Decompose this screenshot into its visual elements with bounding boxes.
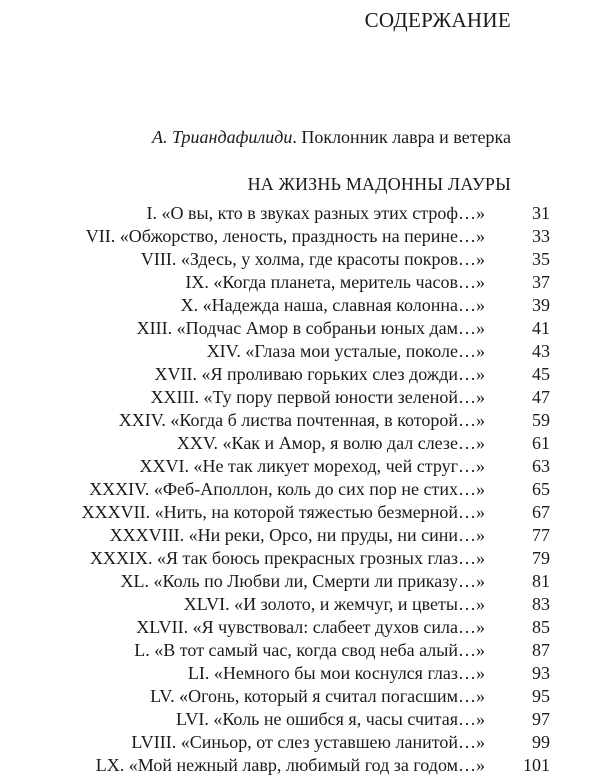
toc-entry-title: XIII. «Подчас Амор в собраньи юных дам…»: [136, 318, 485, 338]
toc-entry-title: XXXIV. «Феб-Аполлон, коль до сих пор не стих…»: [89, 479, 485, 499]
toc-entry-page: 31: [532, 203, 550, 223]
toc-entry-title: LI. «Немного бы мои коснулся глаз…»: [187, 663, 485, 683]
toc-entry-page: 97: [532, 709, 550, 729]
intro-entry: [152, 127, 511, 148]
intro-author: А. Триандафилиди: [152, 127, 293, 147]
toc-entry: [40, 754, 550, 777]
toc-entry-title: LVI. «Коль не ошибся я, часы считая…»: [175, 709, 485, 729]
toc-entry-page: 47: [532, 387, 550, 407]
toc-entry: [40, 248, 550, 271]
section-title: НА ЖИЗНЬ МАДОННЫ ЛАУРЫ: [247, 174, 511, 194]
toc-entry: [40, 455, 550, 478]
intro-title: . Поклонник лавра и ветерка: [292, 127, 511, 147]
toc-entry: [40, 547, 550, 570]
toc-entry-page: 67: [532, 502, 550, 522]
toc-entry-page: 77: [532, 525, 550, 545]
toc-entry-page: 83: [532, 594, 550, 614]
toc-entry-title: XXXVII. «Нить, на которой тяжестью безмерной…»: [81, 502, 485, 522]
toc-entry: [40, 616, 550, 639]
toc-entry-page: 85: [532, 617, 550, 637]
toc-entry-title: XXXIX. «Я так боюсь прекрасных грозных глаз…»: [90, 548, 485, 568]
toc-entry: [40, 478, 550, 501]
toc-entry-title: VIII. «Здесь, у холма, где красоты покров…»: [140, 249, 485, 269]
toc-entry-title: XXIV. «Когда б листва почтенная, в которой…»: [118, 410, 485, 430]
toc-entry: [40, 662, 550, 685]
toc-entry-page: 33: [532, 226, 550, 246]
toc-entry-title: X. «Надежда наша, славная колонна…»: [180, 295, 485, 315]
toc-entry-page: 65: [532, 479, 550, 499]
toc-entry-title: XIV. «Глаза мои усталые, поколе…»: [206, 341, 485, 361]
toc-entry-page: 41: [532, 318, 550, 338]
toc-entry-title: LX. «Мой нежный лавр, любимый год за годом…»: [95, 755, 485, 775]
toc-entry: [40, 593, 550, 616]
toc-entry-page: 61: [532, 433, 550, 453]
toc-entry-title: IX. «Когда планета, меритель часов…»: [185, 272, 485, 292]
toc-entry-page: 101: [523, 755, 550, 775]
toc-entry-page: 81: [532, 571, 550, 591]
toc-entry-title: XXVI. «Не так ликует мореход, чей струг…»: [139, 456, 485, 476]
toc-entry: [40, 294, 550, 317]
toc-entry-page: 35: [532, 249, 550, 269]
toc-entry-page: 99: [532, 732, 550, 752]
toc-entry: [40, 731, 550, 754]
page-heading: СОДЕРЖАНИЕ: [364, 8, 511, 32]
toc-entry-title: VII. «Обжорство, леность, праздность на перине…»: [85, 226, 485, 246]
toc-entry: [40, 639, 550, 662]
toc-entry: [40, 570, 550, 593]
toc-entry: [40, 501, 550, 524]
toc-entry: [40, 202, 550, 225]
toc-entry: [40, 340, 550, 363]
toc-entry-page: 39: [532, 295, 550, 315]
toc-entry: [40, 225, 550, 248]
toc-entry: [40, 685, 550, 708]
toc-entry-title: XXV. «Как и Амор, я волю дал слезе…»: [176, 433, 485, 453]
toc-entry-title: XL. «Коль по Любви ли, Смерти ли приказу…»: [120, 571, 485, 591]
toc-entry-page: 59: [532, 410, 550, 430]
toc-entry: [40, 317, 550, 340]
toc-entry-title: I. «О вы, кто в звуках разных этих строф…»: [146, 203, 485, 223]
toc-entry-page: 93: [532, 663, 550, 683]
toc-entry: [40, 708, 550, 731]
toc-entry-page: 79: [532, 548, 550, 568]
toc-entry-page: 95: [532, 686, 550, 706]
toc-entry-page: 45: [532, 364, 550, 384]
toc-entry: [40, 271, 550, 294]
toc-entry: [40, 432, 550, 455]
toc-entry-title: XXXVIII. «Ни реки, Орсо, ни пруды, ни сини…»: [109, 525, 485, 545]
toc-entry-page: 87: [532, 640, 550, 660]
toc-entry-title: XLVII. «Я чувствовал: слабеет духов сила…»: [136, 617, 485, 637]
toc-entry-title: XXIII. «Ту пору первой юности зеленой…»: [150, 387, 485, 407]
toc-entry-page: 43: [532, 341, 550, 361]
toc-entry-title: LV. «Огонь, который я считал погасшим…»: [150, 686, 485, 706]
toc-entry-page: 63: [532, 456, 550, 476]
toc-entry-title: XVII. «Я проливаю горьких слез дожди…»: [154, 364, 485, 384]
toc-entry: [40, 524, 550, 547]
toc-entry: [40, 363, 550, 386]
toc-entry: [40, 386, 550, 409]
toc-entry-title: LVIII. «Синьор, от слез уставшею ланитой…»: [131, 732, 485, 752]
toc-entry-title: L. «В тот самый час, когда свод неба алый…»: [134, 640, 485, 660]
table-of-contents: [40, 202, 550, 777]
toc-entry-page: 37: [532, 272, 550, 292]
toc-entry-title: XLVI. «И золото, и жемчуг, и цветы…»: [183, 594, 485, 614]
toc-entry: [40, 409, 550, 432]
